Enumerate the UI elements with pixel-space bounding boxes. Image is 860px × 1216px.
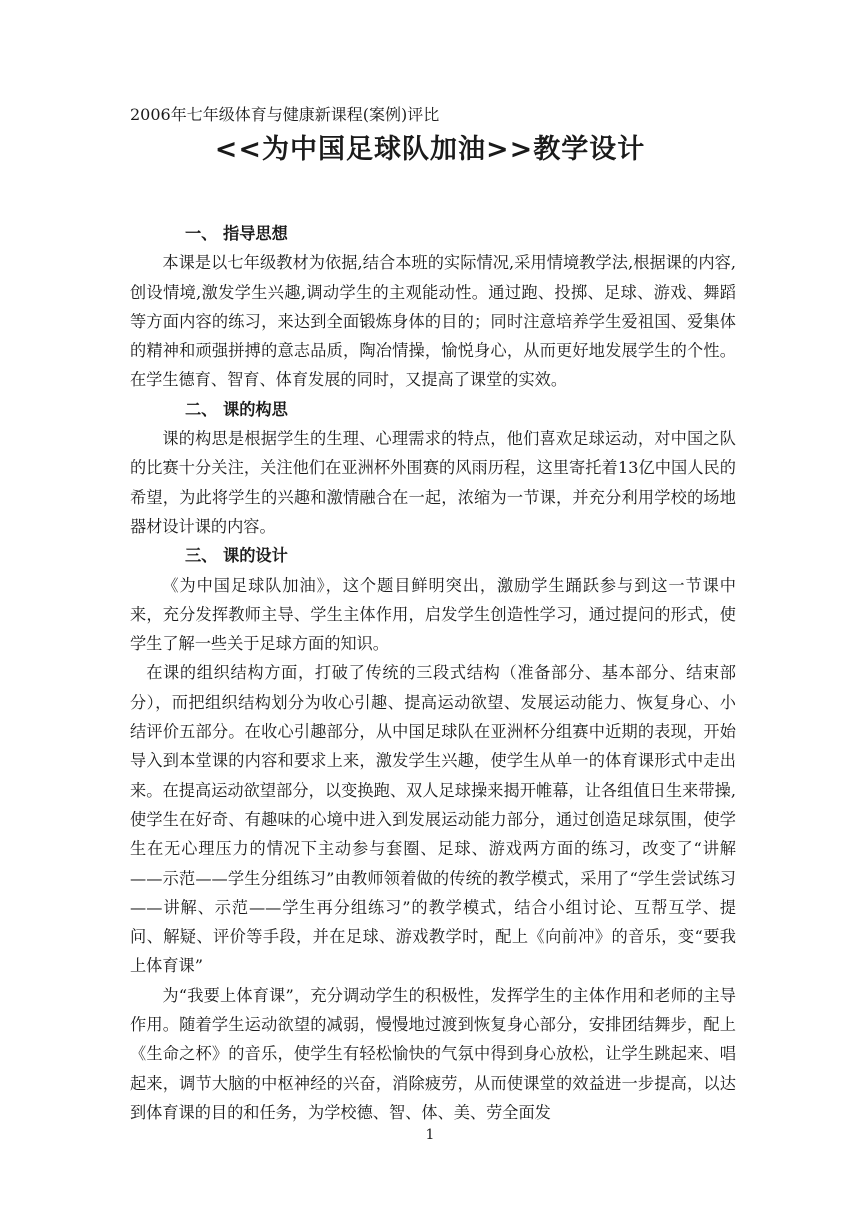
paragraph: 课的构思是根据学生的生理、心理需求的特点，他们喜欢足球运动，对中国之队的比赛十分关注，关注他们在亚洲杯外围赛的风雨历程，这里寄托着13亿中国人民的希望，为此将学生的兴趣和激情融合在一起，浓缩为一节课，并充分利用学校的场地器材设计课的内容。 bbox=[130, 429, 736, 536]
section-heading-lesson-concept: 二、 课的构思 bbox=[185, 399, 288, 419]
page-number: 1 bbox=[425, 1127, 435, 1143]
section-heading-guiding-thought: 一、 指导思想 bbox=[185, 224, 288, 243]
section-heading-lesson-design: 三、 课的设计 bbox=[185, 546, 288, 566]
document-body bbox=[130, 219, 736, 1127]
document-subtitle: 2006年七年级体育与健康新课程(案例)评比 bbox=[130, 105, 440, 124]
paragraph: 为“我要上体育课”，充分调动学生的积极性，发挥学生的主体作用和老师的主导作用。随着学生运动欲望的减弱，慢慢地过渡到恢复身心部分，安排团结舞步，配上《生命之杯》的音乐，使学生有轻松愉快的气氛中得到身心放松，让学生跳起来、唱起来，调节大脑的中枢神经的兴奋，消除疲劳，从而使课堂的效益进一步提高，以达到体育课的目的和任务，为学校德、智、体、美、劳全面发 bbox=[130, 985, 736, 1122]
paragraph: 本课是以七年级教材为依据,结合本班的实际情况,采用情境教学法,根据课的内容,创设情境,激发学生兴趣,调动学生的主观能动性。通过跑、投掷、足球、游戏、舞蹈等方面内容的练习，来达到全面锻炼身体的目的；同时注意培养学生爱祖国、爱集体的精神和顽强拼搏的意志品质，陶冶情操，愉悦身心，从而更好地发展学生的个性。在学生德育、智育、体育发展的同时，又提高了课堂的实效。 bbox=[130, 253, 736, 390]
paragraph: 在课的组织结构方面，打破了传统的三段式结构（准备部分、基本部分、结束部分），而把组织结构划分为收心引趣、提高运动欲望、发展运动能力、恢复身心、小结评价五部分。在收心引趣部分，从中国足球队在亚洲杯分组赛中近期的表现，开始导入到本堂课的内容和要求上来，激发学生兴趣，使学生从单一的体育课形式中走出来。在提高运动欲望部分，以变换跑、双人足球操来揭开帷幕，让各组值日生来带操,使学生在好奇、有趣味的心境中进入到发展运动能力部分，通过创造足球氛围，使学生在无心理压力的情况下主动参与套圈、足球、游戏两方面的练习，改变了“讲解——示范——学生分组练习”由教师领着做的传统的教学模式，采用了“学生尝试练习——讲解、示范——学生再分组练习”的教学模式，结合小组讨论、互帮互学、提问、解疑、评价等手段，并在足球、游戏教学时，配上《向前冲》的音乐，变“要我上体育课” bbox=[130, 663, 736, 976]
paragraph: 《为中国足球队加油》，这个题目鲜明突出，激励学生踊跃参与到这一节课中来，充分发挥教师主导、学生主体作用，启发学生创造性学习，通过提问的形式，使学生了解一些关于足球方面的知识。 bbox=[130, 575, 736, 654]
document-title: <<为中国足球队加油>>教学设计 bbox=[214, 134, 646, 165]
